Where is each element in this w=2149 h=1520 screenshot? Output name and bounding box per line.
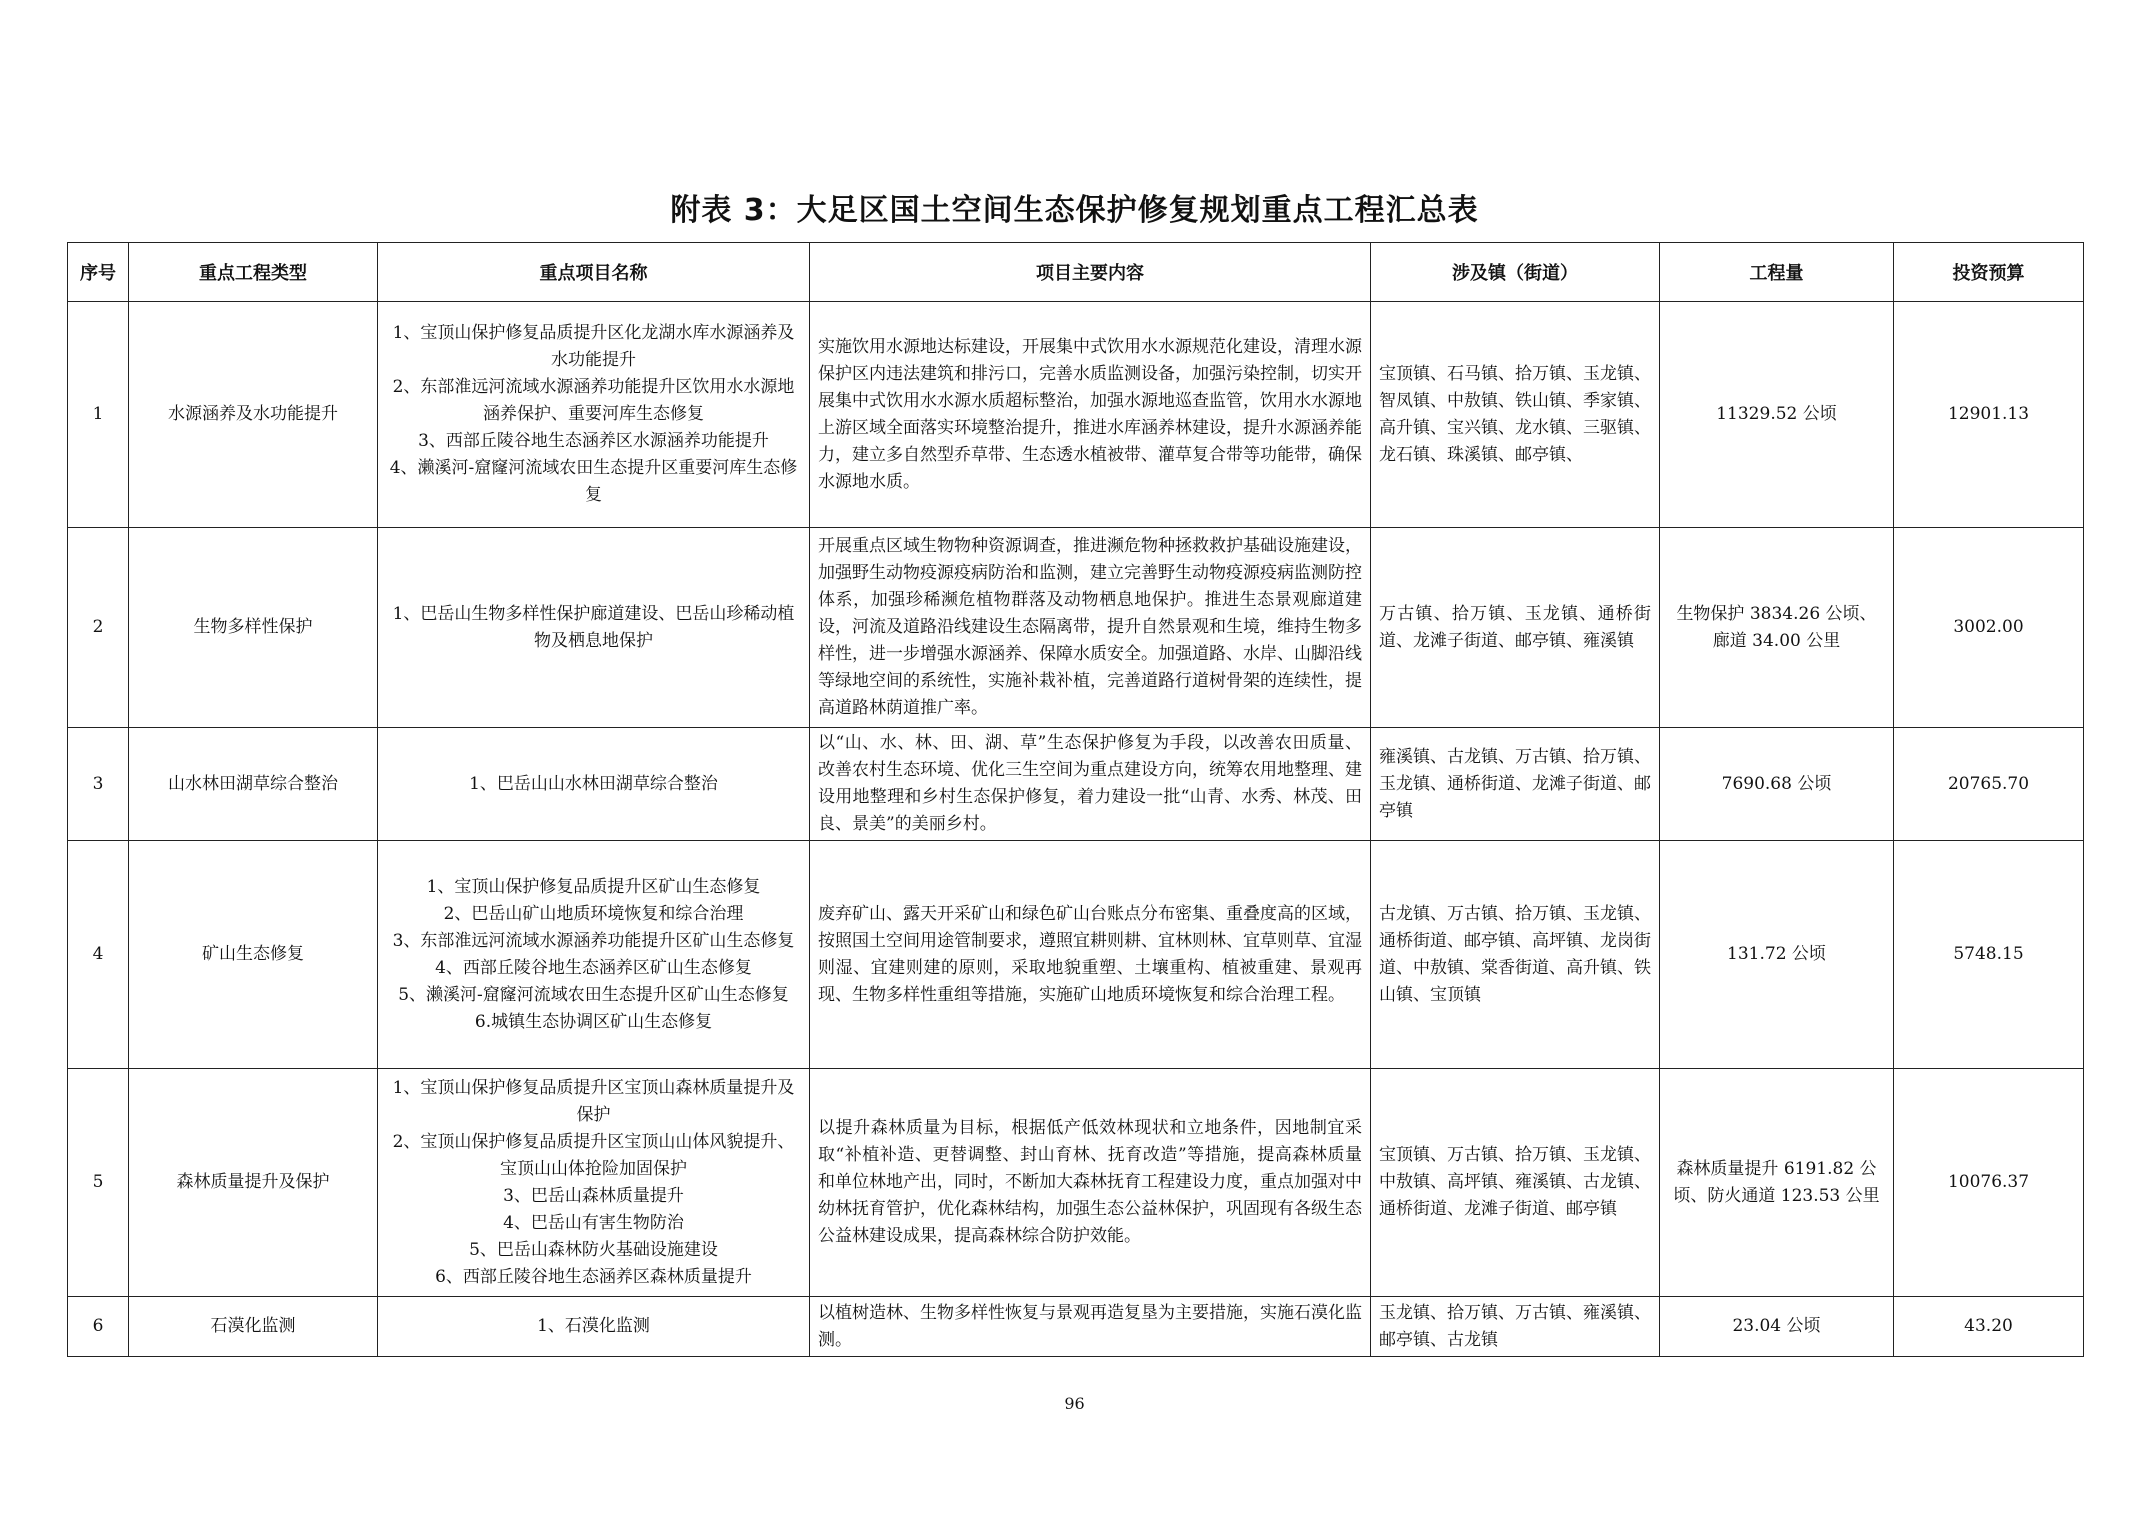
page-number: 96 bbox=[1064, 1394, 1085, 1413]
project-line: 5、巴岳山森林防火基础设施建设 bbox=[469, 1239, 718, 1260]
cell-budget: 20765.70 bbox=[1894, 728, 2084, 841]
header-type: 重点工程类型 bbox=[129, 243, 378, 302]
cell-quantity: 131.72 公顷 bbox=[1660, 841, 1894, 1069]
cell-type: 生物多样性保护 bbox=[129, 528, 378, 728]
cell-content: 实施饮用水源地达标建设，开展集中式饮用水水源规范化建设，清理水源保护区内违法建筑和排污口，完善水质监测设备，加强污染控制，切实开展集中式饮用水水源水质超标整治，加强水源地巡查监管，饮用水水源地上游区域全面落实环境整治提升，推进水库涵养林建设，提升水源涵养能力，建立多自然型乔草带、生态透水植被带、灌草复合带等功能带，确保水源地水质。 bbox=[810, 302, 1371, 528]
cell-budget: 5748.15 bbox=[1894, 841, 2084, 1069]
project-line: 6.城镇生态协调区矿山生态修复 bbox=[474, 1011, 713, 1032]
cell-projects bbox=[378, 841, 810, 1069]
cell-type: 水源涵养及水功能提升 bbox=[129, 302, 378, 528]
header-budget: 投资预算 bbox=[1894, 243, 2084, 302]
header-no: 序号 bbox=[68, 243, 129, 302]
cell-towns: 宝顶镇、石马镇、拾万镇、玉龙镇、智凤镇、中敖镇、铁山镇、季家镇、高升镇、宝兴镇、龙水镇、三驱镇、龙石镇、珠溪镇、邮亭镇、 bbox=[1371, 302, 1660, 528]
cell-quantity: 11329.52 公顷 bbox=[1660, 302, 1894, 528]
cell-budget: 10076.37 bbox=[1894, 1069, 2084, 1297]
project-line: 5、濑溪河-窟窿河流域农田生态提升区矿山生态修复 bbox=[398, 984, 789, 1005]
cell-towns: 玉龙镇、拾万镇、万古镇、雍溪镇、邮亭镇、古龙镇 bbox=[1371, 1297, 1660, 1357]
cell-content: 开展重点区域生物物种资源调查，推进濒危物种拯救救护基础设施建设，加强野生动物疫源疫病防治和监测，建立完善野生动物疫源疫病监测防控体系，加强珍稀濒危植物群落及动物栖息地保护。推进生态景观廊道建设，河流及道路沿线建设生态隔离带，提升自然景观和生境，维持生物多样性，进一步增强水源涵养、保障水质安全。加强道路、水岸、山脚沿线等绿地空间的系统性，实施补栽补植，完善道路行道树骨架的连续性，提高道路林荫道推广率。 bbox=[810, 528, 1371, 728]
project-line: 1、宝顶山保护修复品质提升区化龙湖水库水源涵养及水功能提升 bbox=[392, 323, 795, 370]
cell-content: 以“山、水、林、田、湖、草”生态保护修复为手段，以改善农田质量、改善农村生态环境、优化三生空间为重点建设方向，统筹农用地整理、建设用地整理和乡村生态保护修复，着力建设一批“山青、水秀、林茂、田良、景美”的美丽乡村。 bbox=[810, 728, 1371, 841]
cell-budget: 43.20 bbox=[1894, 1297, 2084, 1357]
project-line: 3、东部淮远河流域水源涵养功能提升区矿山生态修复 bbox=[392, 930, 795, 951]
project-line: 4、巴岳山有害生物防治 bbox=[503, 1212, 684, 1233]
cell-type: 山水林田湖草综合整治 bbox=[129, 728, 378, 841]
cell-quantity: 7690.68 公顷 bbox=[1660, 728, 1894, 841]
cell-projects bbox=[378, 528, 810, 728]
table-row bbox=[68, 728, 2084, 841]
project-line: 1、巴岳山山水林田湖草综合整治 bbox=[469, 773, 718, 794]
project-line: 4、西部丘陵谷地生态涵养区矿山生态修复 bbox=[435, 957, 752, 978]
cell-projects bbox=[378, 1069, 810, 1297]
page-title: 附表 3：大足区国土空间生态保护修复规划重点工程汇总表 bbox=[670, 193, 1479, 228]
cell-projects bbox=[378, 728, 810, 841]
cell-towns: 万古镇、拾万镇、玉龙镇、通桥街道、龙滩子街道、邮亭镇、雍溪镇 bbox=[1371, 528, 1660, 728]
table-header-row bbox=[68, 243, 2084, 302]
project-line: 1、宝顶山保护修复品质提升区宝顶山森林质量提升及保护 bbox=[392, 1077, 795, 1125]
table-row bbox=[68, 1069, 2084, 1297]
cell-content: 废弃矿山、露天开采矿山和绿色矿山台账点分布密集、重叠度高的区域，按照国土空间用途管制要求，遵照宜耕则耕、宜林则林、宜草则草、宜湿则湿、宜建则建的原则，采取地貌重塑、土壤重构、植被重建、景观再现、生物多样性重组等措施，实施矿山地质环境恢复和综合治理工程。 bbox=[810, 841, 1371, 1069]
cell-no: 5 bbox=[68, 1069, 129, 1297]
cell-projects bbox=[378, 302, 810, 528]
project-line: 3、西部丘陵谷地生态涵养区水源涵养功能提升 bbox=[418, 431, 769, 451]
cell-quantity: 森林质量提升 6191.82 公顷、防火通道 123.53 公里 bbox=[1660, 1069, 1894, 1297]
project-line: 1、宝顶山保护修复品质提升区矿山生态修复 bbox=[426, 876, 761, 897]
header-content: 项目主要内容 bbox=[810, 243, 1371, 302]
cell-quantity: 23.04 公顷 bbox=[1660, 1297, 1894, 1357]
table-row bbox=[68, 302, 2084, 528]
table-row bbox=[68, 528, 2084, 728]
cell-budget: 3002.00 bbox=[1894, 528, 2084, 728]
cell-no: 1 bbox=[68, 302, 129, 528]
project-line: 2、东部淮远河流域水源涵养功能提升区饮用水水源地涵养保护、重要河库生态修复 bbox=[392, 377, 795, 424]
header-projects: 重点项目名称 bbox=[378, 243, 810, 302]
project-line: 1、巴岳山生物多样性保护廊道建设、巴岳山珍稀动植物及栖息地保护 bbox=[392, 603, 795, 651]
table-row bbox=[68, 841, 2084, 1069]
cell-budget: 12901.13 bbox=[1894, 302, 2084, 528]
cell-quantity: 生物保护 3834.26 公顷、廊道 34.00 公里 bbox=[1660, 528, 1894, 728]
project-line: 2、宝顶山保护修复品质提升区宝顶山山体风貌提升、宝顶山山体抢险加固保护 bbox=[392, 1131, 795, 1179]
cell-type: 矿山生态修复 bbox=[129, 841, 378, 1069]
project-line: 4、濑溪河-窟窿河流域农田生态提升区重要河库生态修复 bbox=[389, 458, 798, 505]
header-towns: 涉及镇（街道） bbox=[1371, 243, 1660, 302]
cell-type: 森林质量提升及保护 bbox=[129, 1069, 378, 1297]
cell-no: 6 bbox=[68, 1297, 129, 1357]
table-row bbox=[68, 1297, 2084, 1357]
cell-no: 2 bbox=[68, 528, 129, 728]
header-quantity: 工程量 bbox=[1660, 243, 1894, 302]
project-line: 1、石漠化监测 bbox=[537, 1316, 650, 1336]
cell-towns: 宝顶镇、万古镇、拾万镇、玉龙镇、中敖镇、高坪镇、雍溪镇、古龙镇、通桥街道、龙滩子街道、邮亭镇 bbox=[1371, 1069, 1660, 1297]
cell-content: 以植树造林、生物多样性恢复与景观再造复垦为主要措施，实施石漠化监测。 bbox=[810, 1297, 1371, 1357]
summary-table bbox=[67, 242, 2084, 1357]
project-line: 2、巴岳山矿山地质环境恢复和综合治理 bbox=[443, 903, 744, 924]
cell-no: 4 bbox=[68, 841, 129, 1069]
cell-no: 3 bbox=[68, 728, 129, 841]
cell-projects bbox=[378, 1297, 810, 1357]
project-line: 6、西部丘陵谷地生态涵养区森林质量提升 bbox=[435, 1266, 752, 1287]
cell-type: 石漠化监测 bbox=[129, 1297, 378, 1357]
cell-content: 以提升森林质量为目标，根据低产低效林现状和立地条件，因地制宜采取“补植补造、更替调整、封山育林、抚育改造”等措施，提高森林质量和单位林地产出，同时，不断加大森林抚育工程建设力度，重点加强对中幼林抚育管护，优化森林结构，加强生态公益林保护，巩固现有各级生态公益林建设成果，提高森林综合防护效能。 bbox=[810, 1069, 1371, 1297]
cell-towns: 古龙镇、万古镇、拾万镇、玉龙镇、通桥街道、邮亭镇、高坪镇、龙岗街道、中敖镇、棠香街道、高升镇、铁山镇、宝顶镇 bbox=[1371, 841, 1660, 1069]
cell-towns: 雍溪镇、古龙镇、万古镇、拾万镇、玉龙镇、通桥街道、龙滩子街道、邮亭镇 bbox=[1371, 728, 1660, 841]
project-line: 3、巴岳山森林质量提升 bbox=[503, 1185, 684, 1206]
